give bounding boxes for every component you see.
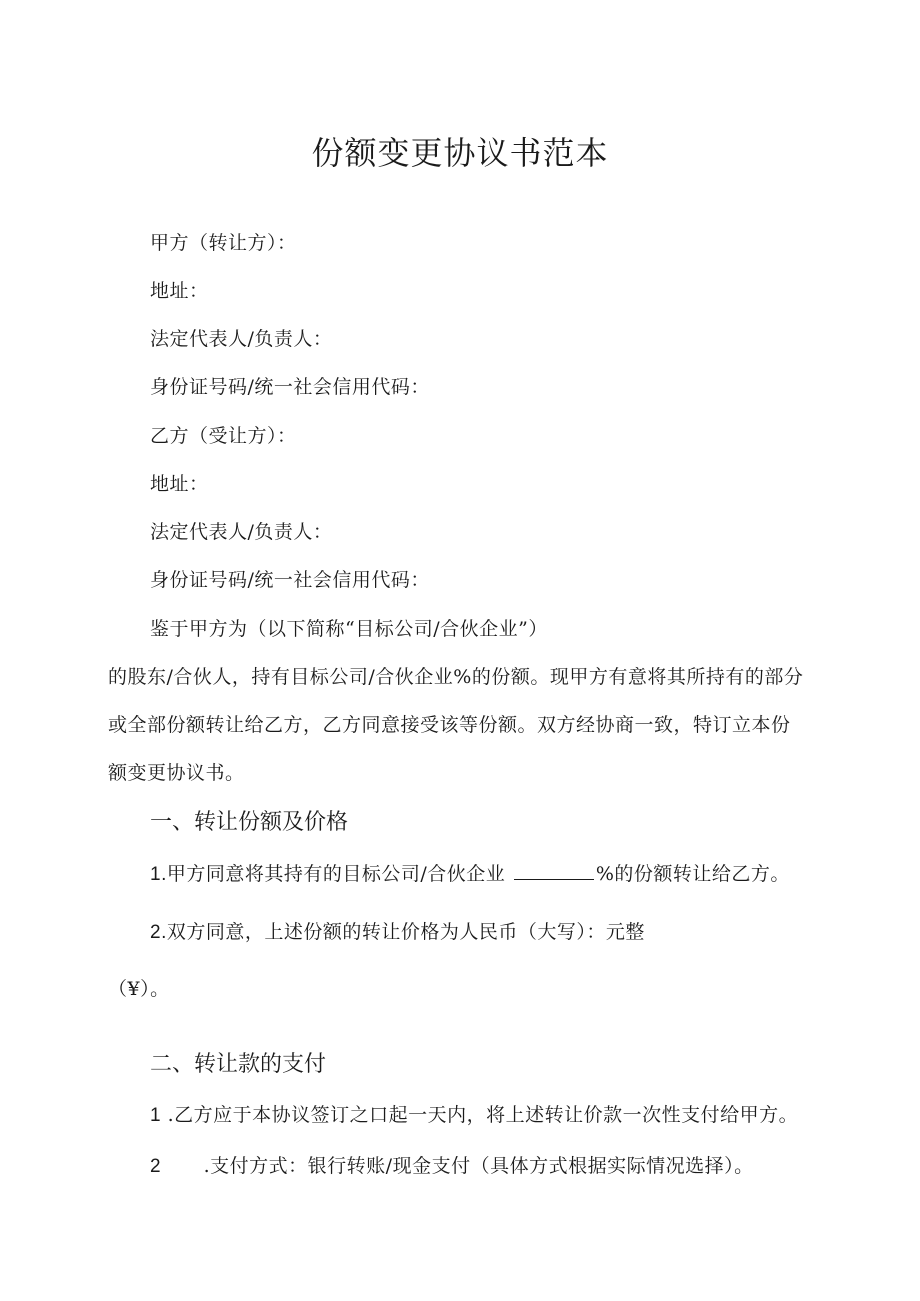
item-text: 双方同意，上述份额的转让价格为人民币（大写）：元整 [166,921,645,943]
section-1-item-1 [150,859,790,886]
section-2-item-2 [150,1151,754,1178]
section-1-heading: 一、转让份额及价格 [150,810,349,835]
item-number: 1 [150,1105,162,1126]
document-title: 份额变更协议书范本 [311,134,609,172]
party-a-id-code: 身份证号码/统一社会信用代码： [150,376,430,398]
preamble-line-3: 或全部份额转让给乙方，乙方同意接受该等份额。双方经协商一致，特订立本份 [108,714,791,736]
party-a-address: 地址： [150,280,209,302]
item-text: 甲方同意将其持有的目标公司/合伙企业 [166,863,506,885]
party-b-address: 地址： [150,473,209,495]
section-2-item-1 [150,1100,798,1127]
party-b-id-code: 身份证号码/统一社会信用代码： [150,569,430,591]
item-text-suffix: %的份额转让给乙方。 [595,863,790,885]
party-a-legal-rep: 法定代表人/负责人： [150,328,333,350]
section-1-item-2-continued: （¥）。 [108,978,170,1000]
party-a-label: 甲方（转让方）： [150,232,297,254]
preamble-line-4: 额变更协议书。 [108,762,245,784]
section-1-item-2 [150,917,645,944]
item-number: 2. [150,922,167,943]
preamble-line-2: 的股东/合伙人，持有目标公司/合伙企业%的份额。现甲方有意将其所持有的部分 [108,666,804,688]
section-2-heading: 二、转让款的支付 [150,1052,327,1077]
item-text: .支付方式：银行转账/现金支付（具体方式根据实际情况选择）。 [203,1155,754,1177]
preamble-line-1: 鉴于甲方为（以下简称“目标公司/合伙企业”） [150,618,548,640]
item-number: 2 [150,1156,162,1177]
item-number: 1. [150,864,167,885]
party-b-label: 乙方（受让方）： [150,425,297,447]
fill-in-blank [514,865,594,880]
item-text: .乙方应于本协议签订之口起一天内，将上述转让价款一次性支付给甲方。 [167,1104,799,1126]
party-b-legal-rep: 法定代表人/负责人： [150,521,333,543]
